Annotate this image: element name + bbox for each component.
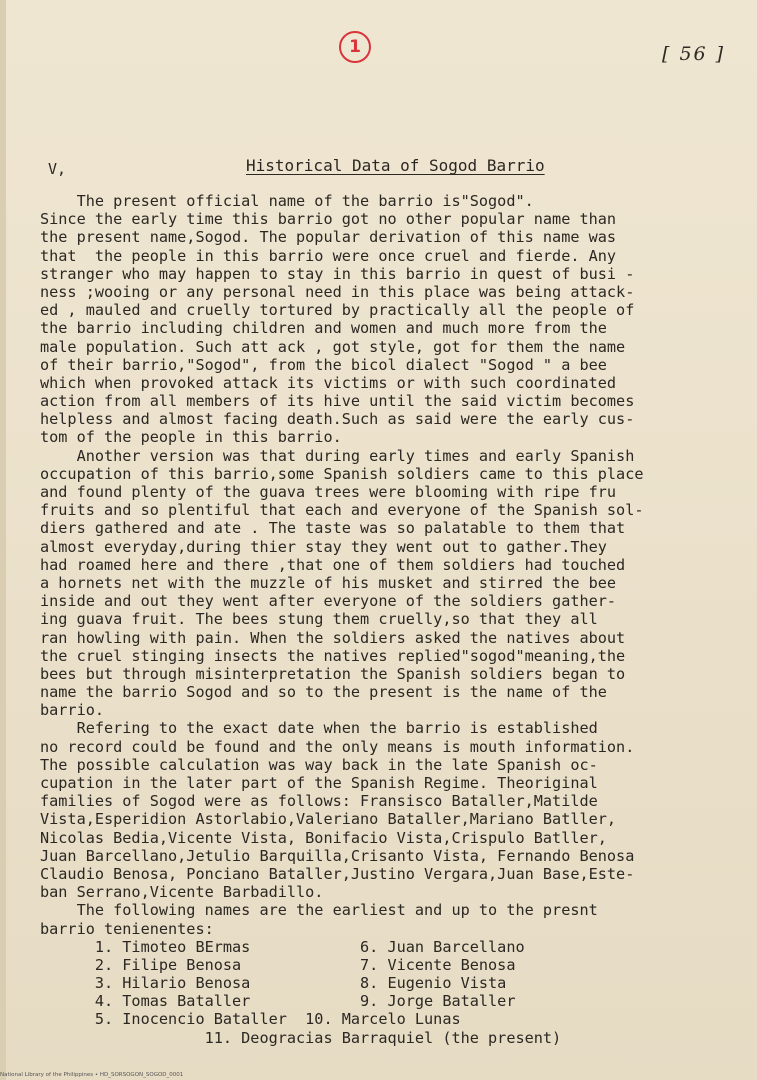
text-line: and found plenty of the guava trees were blooming with ripe fru [40,483,617,501]
text-line: a hornets net with the muzzle of his musket and stirred the bee [40,573,617,592]
text-line: bees but through misinterpretation the Spanish soldiers began to [40,664,626,683]
text-line: diers gathered and ate . The taste was so palatable to them that [40,519,626,538]
text-line: The following names are the earliest and up to the presnt [40,901,598,920]
text-line: inside and out they went after everyone of the soldiers gather- [40,592,617,611]
text-line: families of Sogod were as follows: Fransisco Bataller,Matilde [40,792,598,811]
text-line: Refering to the exact date when the barrio is established [40,719,598,738]
text-line: stranger who may happen to stay in this barrio in quest of busi - [40,264,635,283]
text-line: 3. Hilario Benosa 8. Eugenio Vista [40,974,507,993]
text-line: helpless and almost facing death.Such as said were the early cus- [40,410,635,429]
text-line: that the people in this barrio were once cruel and fierde. Any [40,246,617,265]
text-line: action from all members of its hive until the said victim becomes [40,392,635,411]
text-line: cupation in the later part of the Spanish Regime. Theoriginal [40,774,598,792]
text-line: fruits and so plentiful that each and everyone of the Spanish sol- [40,501,644,520]
text-line: which when provoked attack its victims or with such coordinated [40,373,617,392]
text-line: male population. Such att ack , got style, got for them the name [40,337,626,356]
text-line: 11. Deogracias Barraquiel (the present) [40,1028,562,1047]
text-line: the barrio including children and women and much more from the [40,319,607,338]
text-line: Another version was that during early times and early Spanish [40,446,635,465]
text-line: Nicolas Bedia,Vicente Vista, Bonifacio Vista,Crispulo Batller, [40,828,607,847]
archive-footer: National Library of the Philippines • HD_SORSOGON_SOGOD_0001 [0,1072,184,1078]
text-line: of their barrio,"Sogod", from the bicol dialect "Sogod " a bee [40,355,607,374]
text-line: 4. Tomas Bataller 9. Jorge Bataller [40,992,516,1011]
text-line: ness ;wooing or any personal need in this place was being attack- [40,282,635,301]
text-line: tom of the people in this barrio. [40,428,342,447]
section-marker: V, [48,160,67,178]
text-line: Since the early time this barrio got no other popular name than [40,210,617,229]
text-line: Claudio Benosa, Ponciano Bataller,Justino Vergara,Juan Base,Este- [40,864,635,883]
text-line: The present official name of the barrio is"Sogod". [40,192,534,210]
text-line: ed , mauled and cruelly tortured by practically all the people of [40,301,635,320]
text-line: ing guava fruit. The bees stung them cruelly,so that they all [40,610,598,629]
text-line: almost everyday,during thier stay they went out to gather.They [40,537,607,556]
circled-page-number: 1 [339,31,371,63]
text-line: The possible calculation was way back in the late Spanish oc- [40,755,598,774]
text-line: had roamed here and there ,that one of them soldiers had touched [40,555,626,574]
text-line: name the barrio Sogod and so to the present is the name of the [40,683,607,702]
text-line: 2. Filipe Benosa 7. Vicente Benosa [40,955,516,974]
text-line: barrio. [40,701,105,720]
document-title: Historical Data of Sogod Barrio [246,156,545,175]
text-line: ban Serrano,Vicente Barbadillo. [40,883,324,902]
text-line: Vista,Esperidion Astorlabio,Valeriano Bataller,Mariano Batller, [40,810,617,829]
handwritten-page-number: [ 56 ] [662,43,726,65]
text-line: 5. Inocencio Bataller 10. Marcelo Lunas [40,1010,461,1029]
text-line: 1. Timoteo BErmas 6. Juan Barcellano [40,937,525,956]
text-line: occupation of this barrio,some Spanish soldiers came to this place [40,464,644,483]
text-line: no record could be found and the only means is mouth information. [40,737,635,756]
page-edge [0,0,6,1080]
text-line: Juan Barcellano,Jetulio Barquilla,Crisanto Vista, Fernando Benosa [40,846,635,865]
text-line: the present name,Sogod. The popular derivation of this name was [40,228,617,247]
text-line: the cruel stinging insects the natives replied"sogod"meaning,the [40,646,626,665]
document-body [40,192,745,1047]
text-line: ran howling with pain. When the soldiers asked the natives about [40,628,626,647]
text-line: barrio tenienentes: [40,919,214,938]
